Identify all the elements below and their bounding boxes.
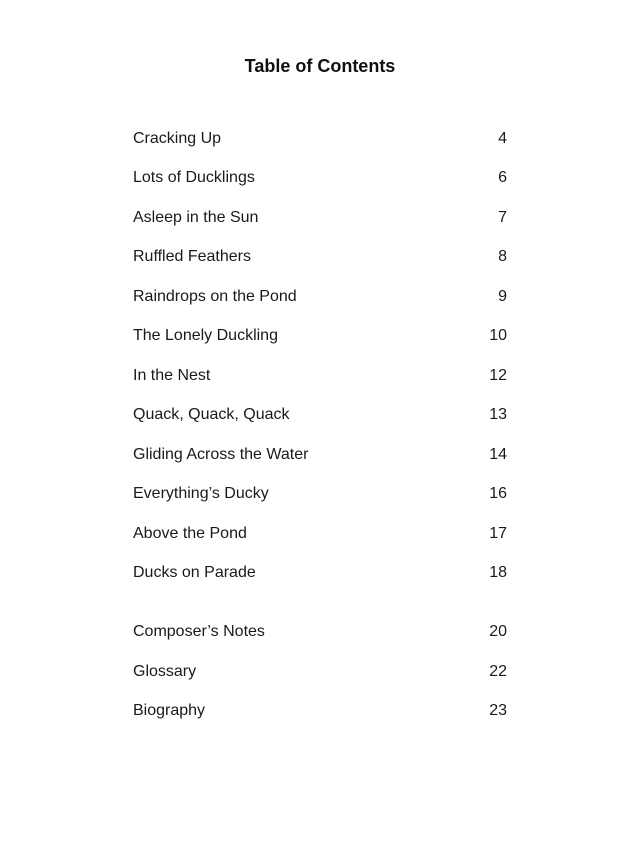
toc-entry-title: Everything’s Ducky: [133, 485, 269, 502]
toc-entry-page-number: 8: [498, 248, 507, 265]
toc-entry-page-number: 4: [498, 130, 507, 147]
toc-entry: [133, 404, 507, 426]
toc-entry-page-number: 10: [489, 327, 507, 344]
toc-entry-page-number: 20: [489, 623, 507, 640]
toc-entry-page-number: 9: [498, 288, 507, 305]
toc-entry-page-number: 13: [489, 406, 507, 423]
toc-entry-page-number: 22: [489, 663, 507, 680]
toc-entry: [133, 562, 507, 584]
toc-entry: [133, 246, 507, 268]
toc-entry-title: In the Nest: [133, 367, 211, 384]
toc-entry-page-number: 17: [489, 525, 507, 542]
toc-entry-title: Gliding Across the Water: [133, 446, 309, 463]
toc-entry-title: Ducks on Parade: [133, 564, 256, 581]
toc-entry-title: Biography: [133, 702, 206, 719]
page-title: Table of Contents: [244, 56, 396, 76]
toc-entry: [133, 325, 507, 347]
toc-entry-page-number: 7: [498, 209, 507, 226]
toc-entry: [133, 365, 507, 387]
toc-entry-page-number: 23: [489, 702, 507, 719]
toc-entry: [133, 523, 507, 545]
toc-entry-title: Ruffled Feathers: [133, 248, 251, 265]
toc-entry: [133, 207, 507, 229]
toc-entry-title: Above the Pond: [133, 525, 247, 542]
toc-entry-title: Quack, Quack, Quack: [133, 406, 290, 423]
toc-entry: [133, 444, 507, 466]
toc-entry-title: Raindrops on the Pond: [133, 288, 297, 305]
toc-entry: [133, 167, 507, 189]
toc-entry-title: Cracking Up: [133, 130, 222, 147]
toc-entry: [133, 483, 507, 505]
toc-entry-page-number: 6: [498, 169, 507, 186]
toc-entry-page-number: 16: [489, 485, 507, 502]
toc-entry-title: The Lonely Duckling: [133, 327, 278, 344]
toc-entry-title: Lots of Ducklings: [133, 169, 255, 186]
toc-entry: [133, 128, 507, 150]
toc-entry-page-number: 18: [489, 564, 507, 581]
toc-entry-title: Asleep in the Sun: [133, 209, 259, 226]
toc-entry-page-number: 12: [489, 367, 507, 384]
toc-entry-page-number: 14: [489, 446, 507, 463]
toc-entry: [133, 286, 507, 308]
toc-entry-title: Glossary: [133, 663, 197, 680]
toc-entry: [133, 621, 507, 643]
toc-entry: [133, 700, 507, 722]
toc-entry-title: Composer’s Notes: [133, 623, 265, 640]
toc-entry: [133, 661, 507, 683]
